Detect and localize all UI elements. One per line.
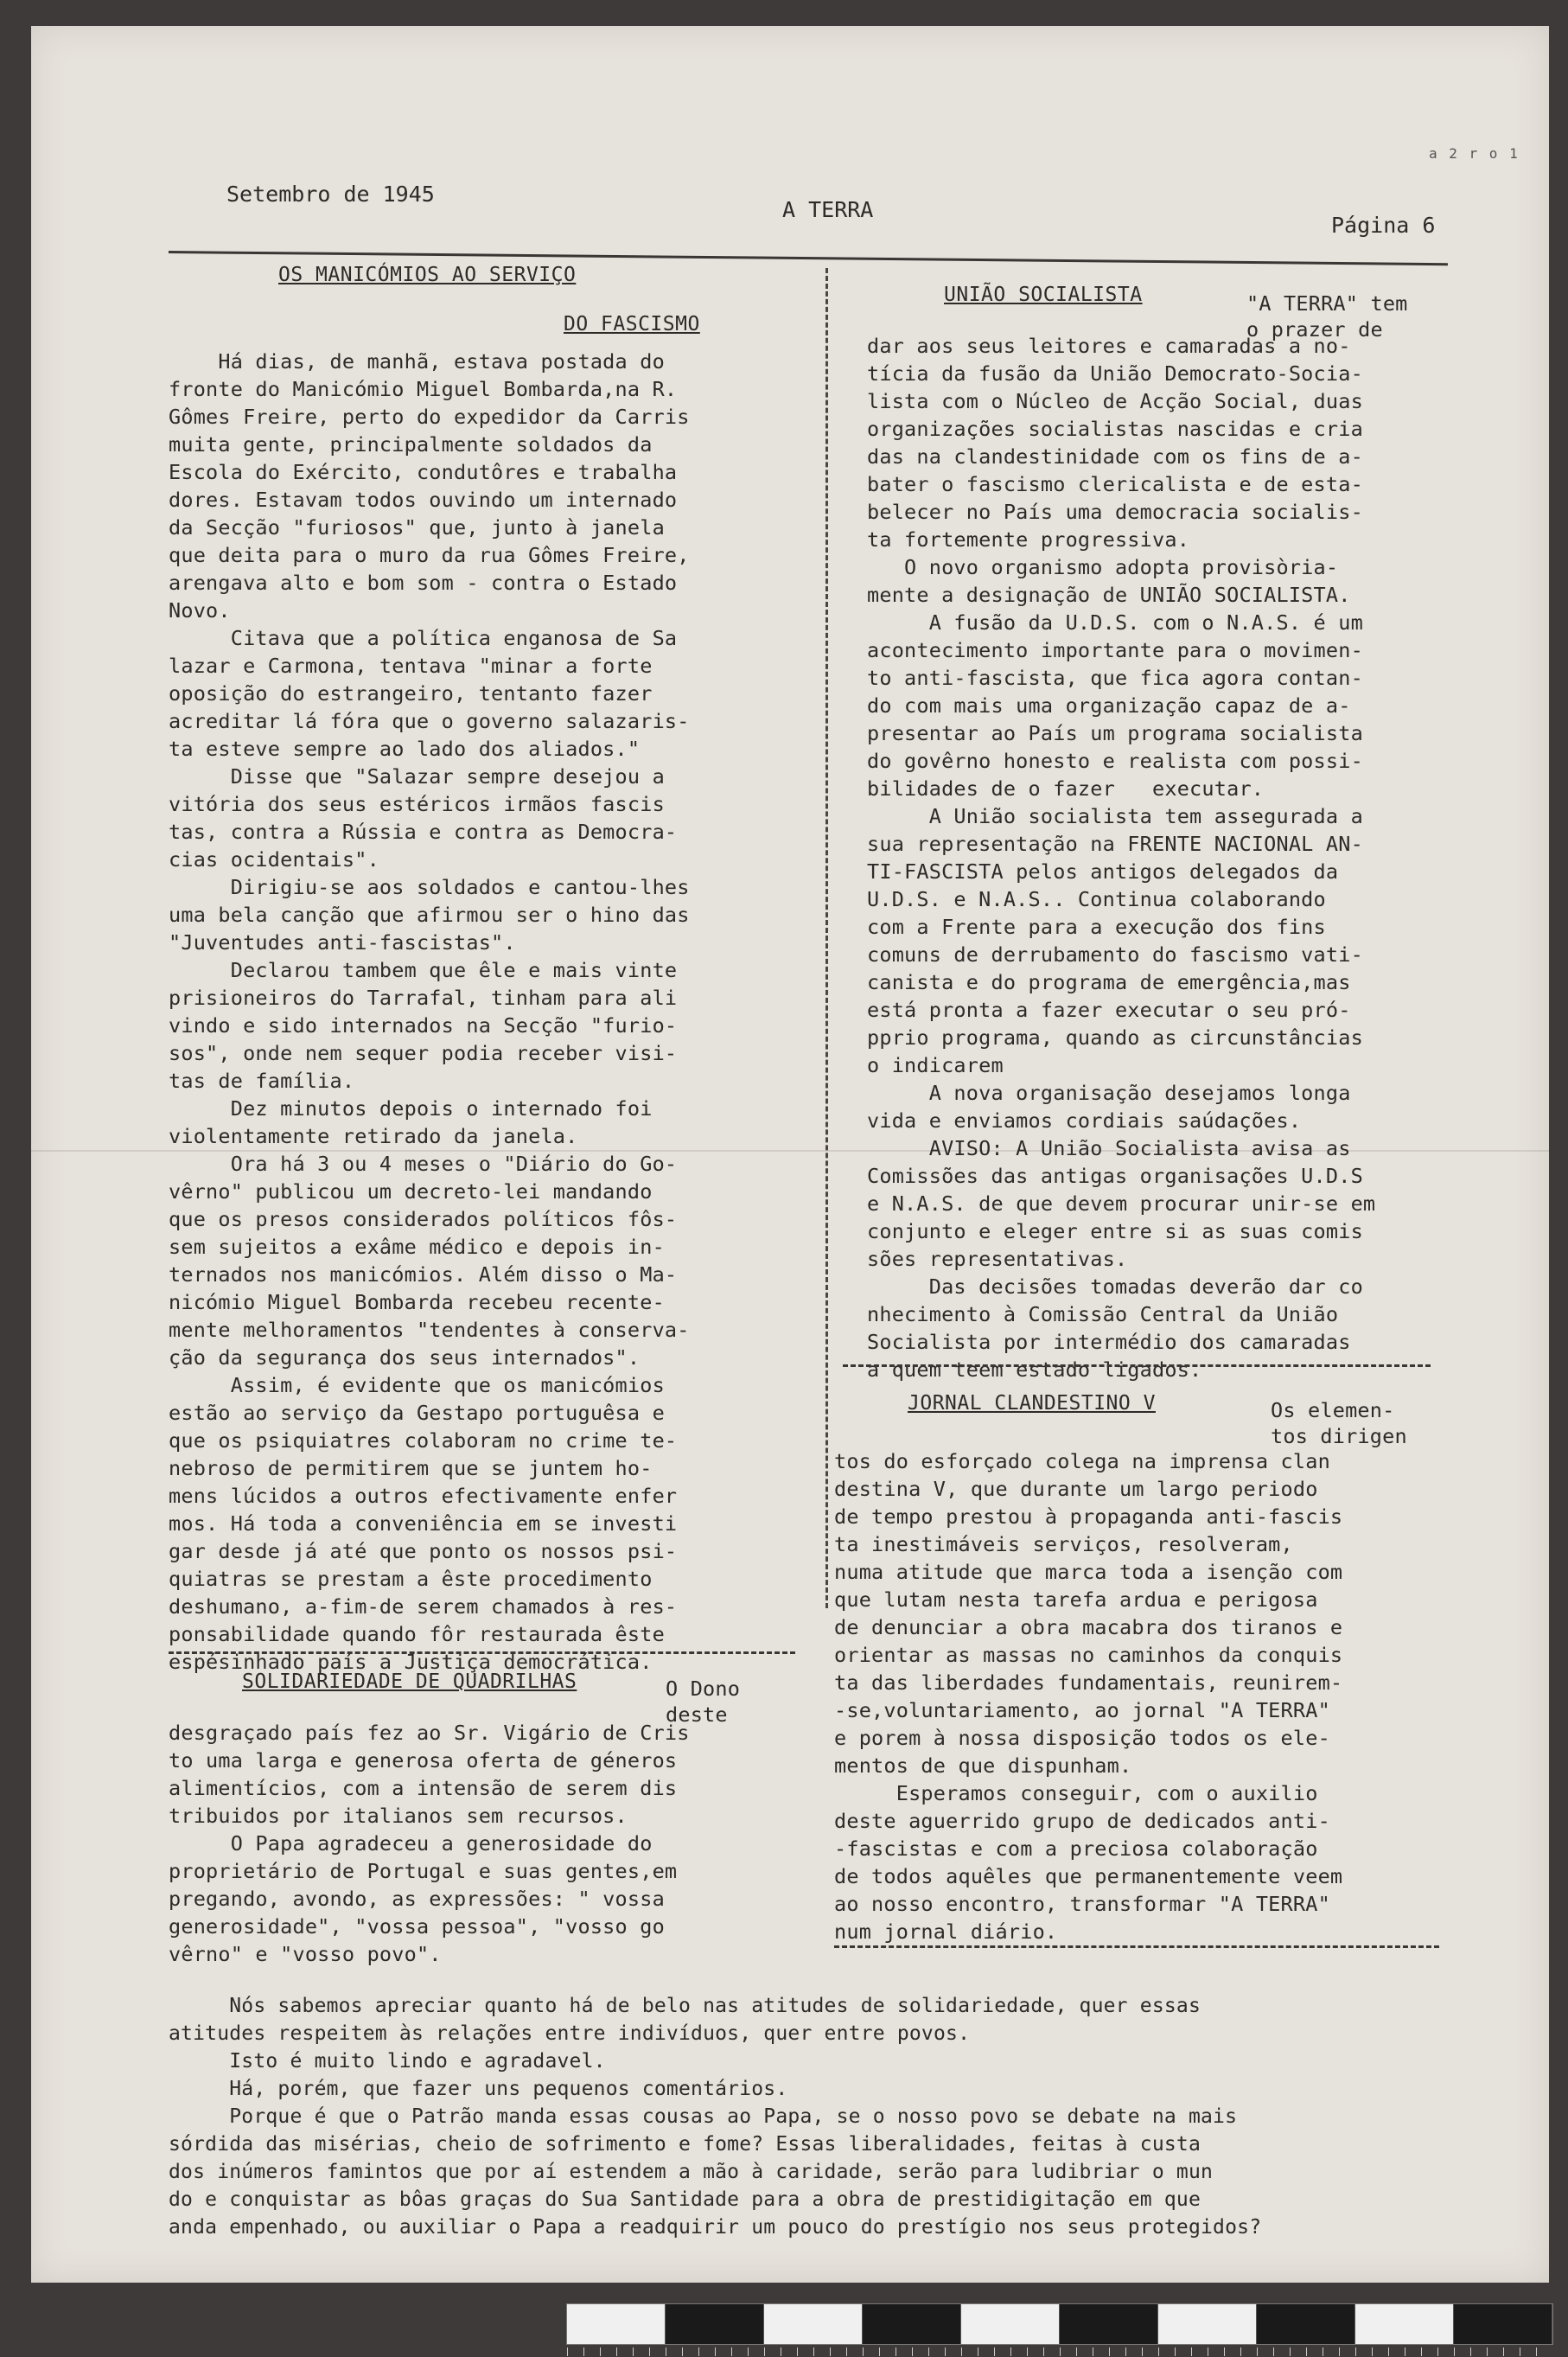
quadrilhas-title: SOLIDARIEDADE DE QUADRILHAS bbox=[242, 1670, 577, 1693]
scale-segment bbox=[1257, 2304, 1355, 2344]
uniao-title: UNIÃO SOCIALISTA bbox=[944, 284, 1143, 306]
scale-ticks bbox=[567, 2347, 1552, 2356]
issue-date: Setembro de 1945 bbox=[226, 182, 435, 207]
quadrilhas-intro: O Dono deste bbox=[666, 1677, 741, 1727]
article-separator bbox=[843, 1364, 1431, 1367]
archival-scale-bar bbox=[566, 2303, 1553, 2345]
newspaper-title: A TERRA bbox=[782, 197, 874, 222]
quadrilhas-body: desgraçado país fez ao Sr. Vigário de Cris to uma larga e generosa oferta de géneros alimentícios, com a intensão de serem dis tribuidos por italianos sem recursos. O Papa agradeceu a generosidade do proprietário de Portugal e suas gentes,em pregando, avondo, as expressões: " vossa generosidade", "vossa pessoa", "vosso go vêrno" e "vosso povo". bbox=[169, 1721, 690, 1966]
uniao-intro: "A TERRA" tem o prazer de bbox=[1246, 291, 1408, 342]
scale-segment bbox=[961, 2304, 1060, 2344]
uniao-body: dar aos seus leitores e camaradas a no- tícia da fusão da União Democrato-Socia- lista com o Núcleo de Acção Social, duas organizações socialistas nascidas e cria das na clandestinidade com os fins de a- bater o fascismo clericalista e de esta- belecer no País uma democracia socialis- ta fortemente progressiva. O novo organismo adopta provisòria- mente a designação de UNIÃO SOCIALISTA. A fusão da U.D.S. com o N.A.S. é um acontecimento importante para o movimen- to anti-fascista, que fica agora contan- do com mais uma organização capaz de a- presentar ao País um programa socialista do govêrno honesto e realista com possi- bilidades de o fazer executar. A União socialista tem assegurada a sua representação na FRENTE NACIONAL AN- TI-FASCISTA pelos antigos delegados da U.D.S. e N.A.S.. Continua colaborando com a Frente para a execução dos fins comuns de derrubamento do fascismo vati- canista e do programa de emergência,mas está pronta a fazer executar o seu pró- pprio programa, quando as circunstâncias o indicarem A nova organisação desejamos longa vida e enviamos cordiais saúdações. AVISO: A União Socialista avisa as Comissões das antigas organisações U.D.S e N.A.S. de que devem procurar unir-se em conjunto e eleger entre si as suas comis sões representativas. Das decisões tomadas deverão dar co nhecimento à Comissão Central da União Socialista por intermédio dos camaradas a quem teem estado ligados. bbox=[867, 334, 1376, 1382]
page-number: Página 6 bbox=[1331, 213, 1436, 238]
scale-segment bbox=[1355, 2304, 1454, 2344]
jornal-body: tos do esforçado colega na imprensa clan destina V, que durante um largo periodo de tempo prestou à propaganda anti-fascis ta inestimáveis serviços, resolveram, numa atitude que marca toda a isenção com que lutam nesta tarefa ardua e perigosa de denunciar a obra macabra dos tiranos e orientar as massas no caminhos da conquis ta das liberdades fundamentais, reunirem- -se,voluntariamento, ao jornal "A TERRA" e porem à nossa disposição todos os ele- mentos de que dispunham. Esperamos conseguir, com o auxilio deste aguerrido grupo de dedicados anti- -fascistas e com a preciosa colaboração de todos aquêles que permanentemente veem ao nosso encontro, transformar "A TERRA" num jornal diário. bbox=[834, 1449, 1343, 1944]
manicomios-title-line1: OS MANICÓMIOS AO SERVIÇO bbox=[278, 264, 577, 286]
scale-segment bbox=[863, 2304, 961, 2344]
archive-note: a 2 r o 1 bbox=[1429, 145, 1520, 162]
article-separator bbox=[169, 1651, 795, 1654]
article-separator bbox=[834, 1945, 1439, 1948]
scale-segment bbox=[567, 2304, 666, 2344]
jornal-title: JORNAL CLANDESTINO V bbox=[908, 1392, 1156, 1415]
scale-segment bbox=[1454, 2304, 1552, 2344]
bottom-commentary: Nós sabemos apreciar quanto há de belo nas atitudes de solidariedade, quer essas atitudes respeitem às relações entre indivíduos, quer entre povos. Isto é muito lindo e agradavel. Há, porém, que fazer uns pequenos comentários. Porque é que o Patrão manda essas cousas ao Papa, se o nosso povo se debate na mais sórdida das misérias, cheio de sofrimento e fome? Essas liberalidades, feitas à custa dos inúmeros famintos que por aí estendem a mão à caridade, serão para ludibriar o mun do e conquistar as bôas graças do Sua Santidade para a obra de prestidigitação em que anda empenhado, ou auxiliar o Papa a readquirir um pouco do prestígio nos seus protegidos? bbox=[169, 1995, 1262, 2239]
manicomios-title-line2: DO FASCISMO bbox=[564, 313, 700, 335]
scale-segment bbox=[1158, 2304, 1257, 2344]
scale-segment bbox=[666, 2304, 764, 2344]
jornal-intro: Os elemen- tos dirigen bbox=[1271, 1398, 1407, 1448]
manicomios-body: Há dias, de manhã, estava postada do fronte do Manicómio Miguel Bombarda,na R. Gômes Freire, perto do expedidor da Carris muita gente, principalmente soldados da Escola do Exército, condutôres e trabalha dores. Estavam todos ouvindo um internado da Secção "furiosos" que, junto à janela que deita para o muro da rua Gômes Freire, arengava alto e bom som - contra o Estado Novo. Citava que a política enganosa de Sa lazar e Carmona, tentava "minar a forte oposição do estrangeiro, tentanto fazer acreditar lá fóra que o governo salazaris- ta esteve sempre ao lado dos aliados." Disse que "Salazar sempre desejou a vitória dos seus estéricos irmãos fascis tas, contra a Rússia e contra as Democra- cias ocidentais". Dirigiu-se aos soldados e cantou-lhes uma bela canção que afirmou ser o hino das "Juventudes anti-fascistas". Declarou tambem que êle e mais vinte prisioneiros do Tarrafal, tinham para ali vindo e sido internados na Secção "furio- sos", onde nem sequer podia receber visi- tas de família. Dez minutos depois o internado foi violentamente retirado da janela. Ora há 3 ou 4 meses o "Diário do Go- vêrno" publicou um decreto-lei mandando que os presos considerados políticos fôs- sem sujeitos a exâme médico e depois in- ternados nos manicómios. Além disso o Ma- nicómio Miguel Bombarda recebeu recente- mente melhoramentos "tendentes à conserva- ção da segurança dos seus internados". Assim, é evidente que os manicómios estão ao serviço da Gestapo portuguêsa e que os psiquiatres colaboram no crime te- nebroso de permitirem que se juntem ho- mens lúcidos a outros efectivamente enfer mos. Há toda a conveniência em se investi gar desde já até que ponto os nossos psi- quiatras se prestam a êste procedimento deshumano, a-fim-de serem chamados à res- ponsabilidade quando fôr restaurada êste espésinhado país a Justiça democrática. bbox=[169, 349, 690, 1674]
scale-segment bbox=[1060, 2304, 1158, 2344]
scale-segment bbox=[764, 2304, 863, 2344]
column-divider bbox=[825, 268, 828, 1608]
